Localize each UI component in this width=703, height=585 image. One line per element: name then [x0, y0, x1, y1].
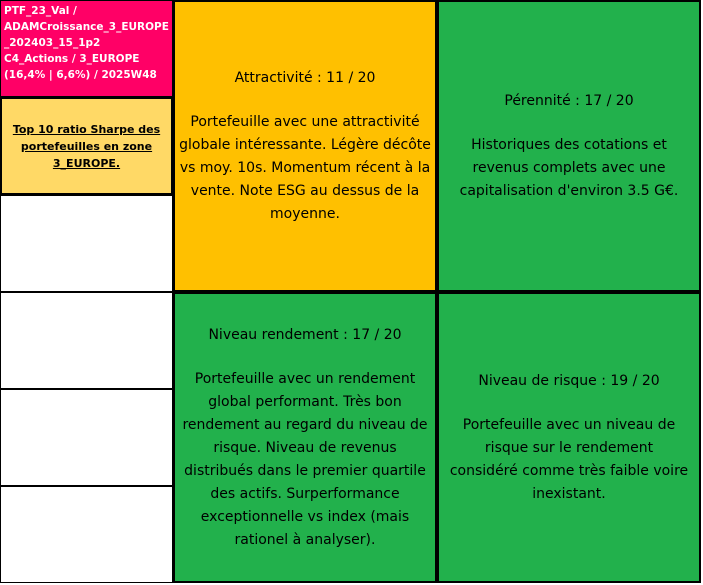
portfolio-title-line-2: ADAMCroissance_3_EUROPE_202403_15_1p2 [4, 21, 169, 49]
perennite-panel [437, 0, 701, 292]
perennite-heading: Pérennité : 17 / 20 [504, 92, 634, 109]
portfolio-title-cell [0, 0, 173, 97]
risque-text: Portefeuille avec un niveau de risque sur le rendement considéré comme très faible voire inexistant. [449, 416, 689, 502]
top10-cell [0, 97, 173, 195]
portfolio-title-line-1: PTF_23_Val / [4, 5, 77, 17]
portfolio-title-line-3: C4_Actions / 3_EUROPE [4, 53, 140, 65]
attractivite-text: Portefeuille avec une attractivité globale intéressante. Légère décôte vs moy. 10s. Momentum récent à la vente. Note ESG au dessus de la moyenne. [179, 113, 431, 222]
attractivite-heading: Attractivité : 11 / 20 [234, 69, 376, 86]
empty-cell [0, 486, 173, 583]
empty-cell [0, 389, 173, 486]
rendement-panel [173, 292, 437, 583]
perennite-text: Historiques des cotations et revenus complets avec une capitalisation d'environ 3.5 G€. [459, 136, 679, 199]
portfolio-title-line-4: (16,4% | 6,6%) / 2025W48 [4, 69, 157, 81]
rendement-heading: Niveau rendement : 17 / 20 [208, 326, 402, 343]
risque-panel [437, 292, 701, 583]
attractivite-panel [173, 0, 437, 292]
risque-heading: Niveau de risque : 19 / 20 [478, 372, 660, 389]
empty-cell [0, 292, 173, 389]
rendement-text: Portefeuille avec un rendement global performant. Très bon rendement au regard du niveau de risque. Niveau de revenus distribués dans le premier quartile des actifs. Surperformance exceptionnelle vs index (mais rationel à analyser). [182, 370, 428, 548]
top10-link[interactable]: Top 10 ratio Sharpe des portefeuilles en zone 3_EUROPE. [12, 122, 161, 170]
empty-cell [0, 195, 173, 292]
